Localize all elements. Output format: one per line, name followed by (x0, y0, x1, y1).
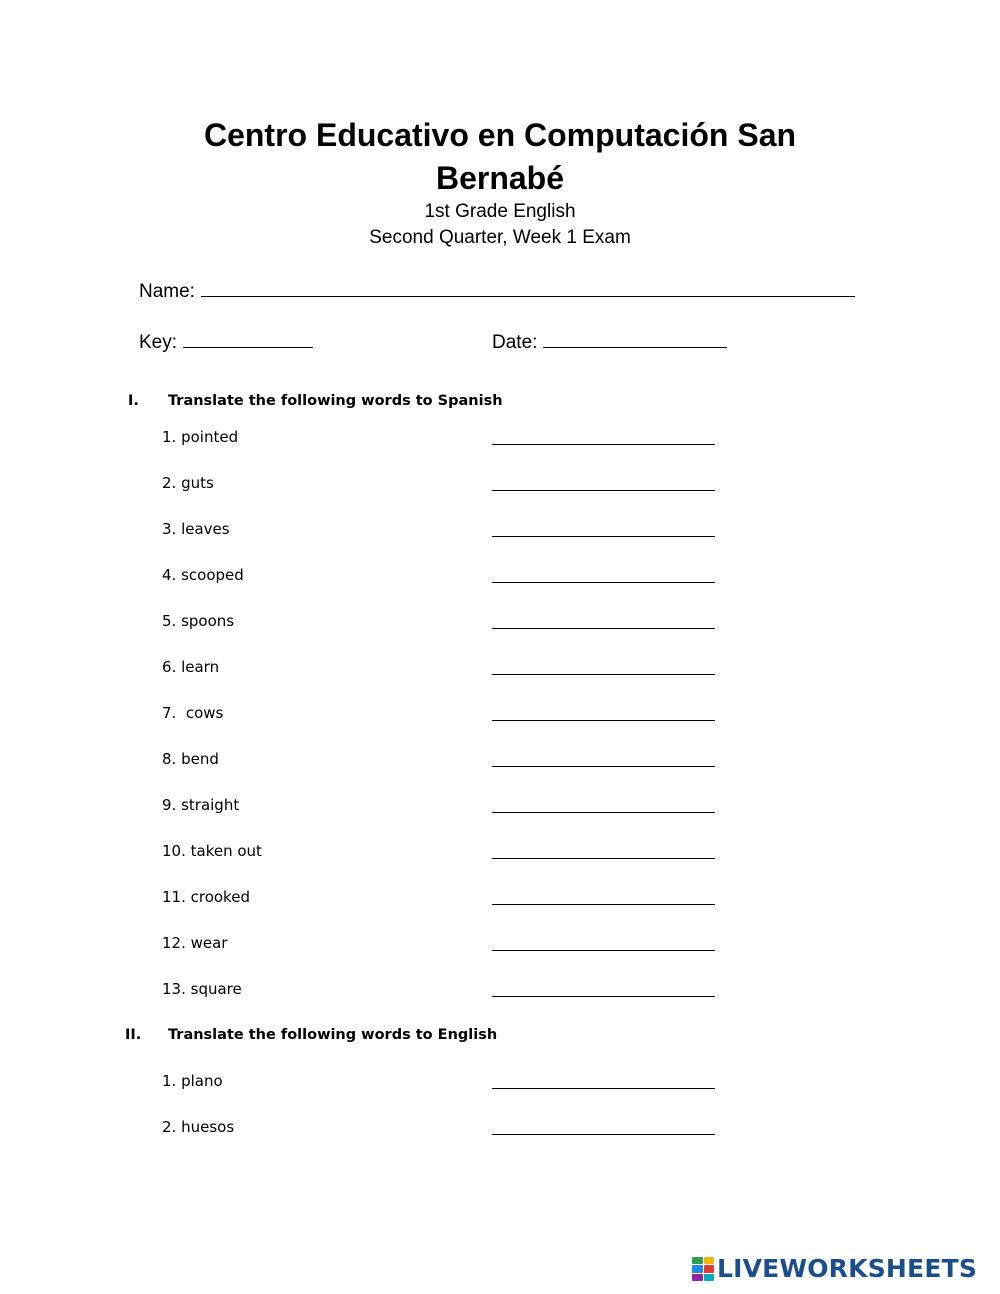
question-item: 1. plano (162, 1072, 223, 1090)
question-item: 12. wear (162, 934, 228, 952)
school-title (0, 114, 1000, 200)
answer-line[interactable] (492, 444, 715, 445)
logo-icon-tile (704, 1274, 715, 1281)
answer-line[interactable] (492, 1134, 715, 1135)
question-item: 10. taken out (162, 842, 262, 860)
answer-line[interactable] (492, 720, 715, 721)
name-blank[interactable] (201, 277, 855, 297)
logo-icon-tile (692, 1257, 703, 1264)
date-label: Date: (492, 332, 538, 353)
exam-subtitle: Second Quarter, Week 1 Exam (369, 227, 631, 248)
logo-icon-tile (692, 1265, 703, 1272)
answer-line[interactable] (492, 858, 715, 859)
question-item: 3. leaves (162, 520, 230, 538)
question-item: 2. guts (162, 474, 214, 492)
answer-line[interactable] (492, 674, 715, 675)
section-title: Translate the following words to Spanish (168, 393, 503, 409)
grade-subtitle: 1st Grade English (424, 201, 576, 222)
liveworksheets-wordmark: LIVEWORKSHEETS (717, 1254, 978, 1283)
question-item: 8. bend (162, 750, 219, 768)
date-field[interactable] (492, 328, 727, 355)
answer-line[interactable] (492, 950, 715, 951)
question-item: 4. scooped (162, 566, 244, 584)
question-item: 7. cows (162, 704, 224, 722)
key-blank[interactable] (183, 328, 313, 348)
name-field[interactable] (139, 277, 855, 304)
logo-icon-tile (704, 1257, 715, 1264)
answer-line[interactable] (492, 904, 715, 905)
school-title-line1: Centro Educativo en Computación San (203, 117, 797, 153)
section-number: II. (125, 1027, 142, 1043)
key-field[interactable] (139, 328, 313, 355)
section-title: Translate the following words to English (168, 1027, 498, 1043)
question-item: 5. spoons (162, 612, 235, 630)
logo-icon-tile (704, 1265, 715, 1272)
school-title-line2: Bernabé (435, 160, 565, 196)
key-label: Key: (139, 332, 178, 353)
answer-line[interactable] (492, 812, 715, 813)
answer-line[interactable] (492, 490, 715, 491)
name-label: Name: (139, 281, 195, 302)
question-item: 11. crooked (162, 888, 250, 906)
answer-line[interactable] (492, 536, 715, 537)
answer-line[interactable] (492, 628, 715, 629)
answer-line[interactable] (492, 996, 715, 997)
answer-line[interactable] (492, 766, 715, 767)
liveworksheets-icon (692, 1257, 714, 1281)
question-item: 6. learn (162, 658, 220, 676)
logo-icon-tile (692, 1274, 703, 1281)
answer-line[interactable] (492, 1088, 715, 1089)
question-item: 1. pointed (162, 428, 239, 446)
liveworksheets-logo (692, 1256, 977, 1282)
section-number: I. (128, 393, 139, 409)
question-item: 13. square (162, 980, 242, 998)
question-item: 9. straight (162, 796, 240, 814)
question-item: 2. huesos (162, 1118, 235, 1136)
answer-line[interactable] (492, 582, 715, 583)
date-blank[interactable] (543, 328, 727, 348)
